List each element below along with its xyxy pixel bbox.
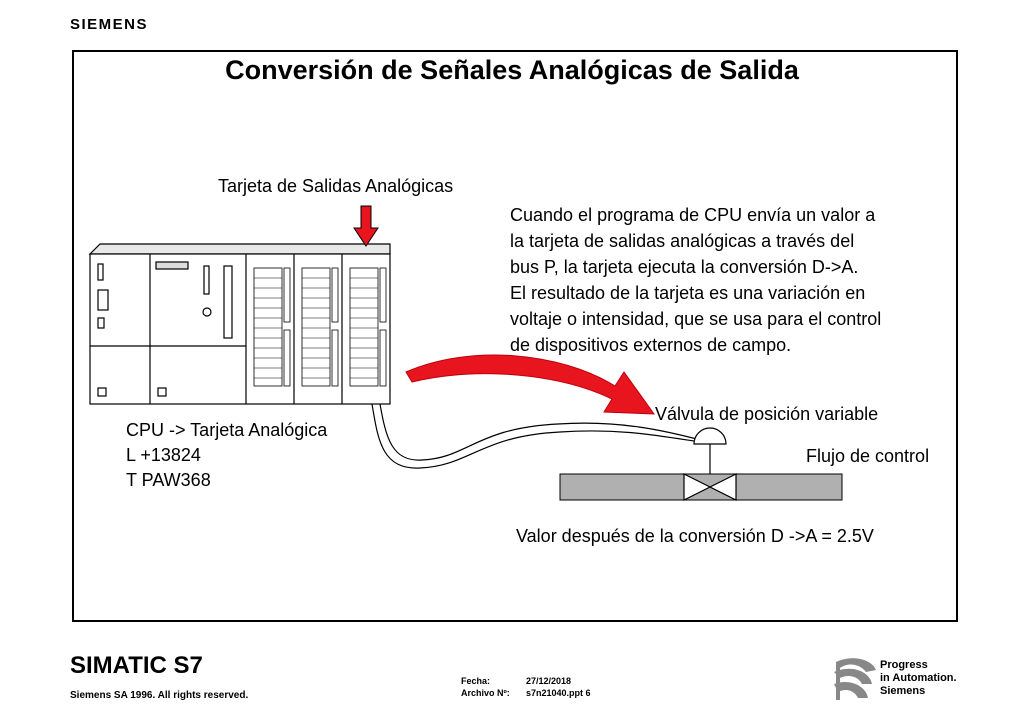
description-line: bus P, la tarjeta ejecuta la conversión D->A. [510, 257, 859, 277]
description-line: El resultado de la tarjeta es una variación en [510, 283, 866, 303]
curved-arrow-icon [406, 355, 654, 414]
date-label: Fecha: [461, 676, 491, 686]
slide-title: Conversión de Señales Analógicas de Salida [225, 55, 799, 85]
slogan-line: in Automation. [880, 672, 957, 684]
plc-rack [90, 244, 390, 404]
flow-label: Flujo de control [806, 446, 930, 466]
code-line: CPU -> Tarjeta Analógica [126, 420, 328, 440]
slogan-line: Progress [880, 659, 928, 671]
siemens-logo-graphic [834, 658, 876, 700]
result-label: Valor después de la conversión D ->A = 2.5V [516, 526, 874, 546]
slogan [880, 659, 957, 698]
date-value: 27/12/2018 [526, 676, 572, 686]
down-arrow-icon [354, 206, 378, 246]
output-card-label: Tarjeta de Salidas Analógicas [218, 176, 454, 196]
description-line: Cuando el programa de CPU envía un valor a [510, 205, 876, 225]
file-label: Archivo Nº: [461, 688, 510, 698]
siemens-brand: SIEMENS [70, 16, 149, 33]
product-name: SIMATIC S7 [70, 652, 203, 679]
file-value: s7n21040.ppt 6 [526, 688, 591, 698]
code-line: T PAW368 [126, 470, 211, 490]
code-line: L +13824 [126, 445, 201, 465]
slogan-line: Siemens [880, 685, 926, 697]
description-line: de dispositivos externos de campo. [510, 335, 792, 355]
valve-label: Válvula de posición variable [655, 404, 879, 424]
description-line: voltaje o intensidad, que se usa para el control [510, 309, 882, 329]
description-line: la tarjeta de salidas analógicas a través del [510, 231, 855, 251]
copyright-text: Siemens SA 1996. All rights reserved. [70, 690, 249, 701]
